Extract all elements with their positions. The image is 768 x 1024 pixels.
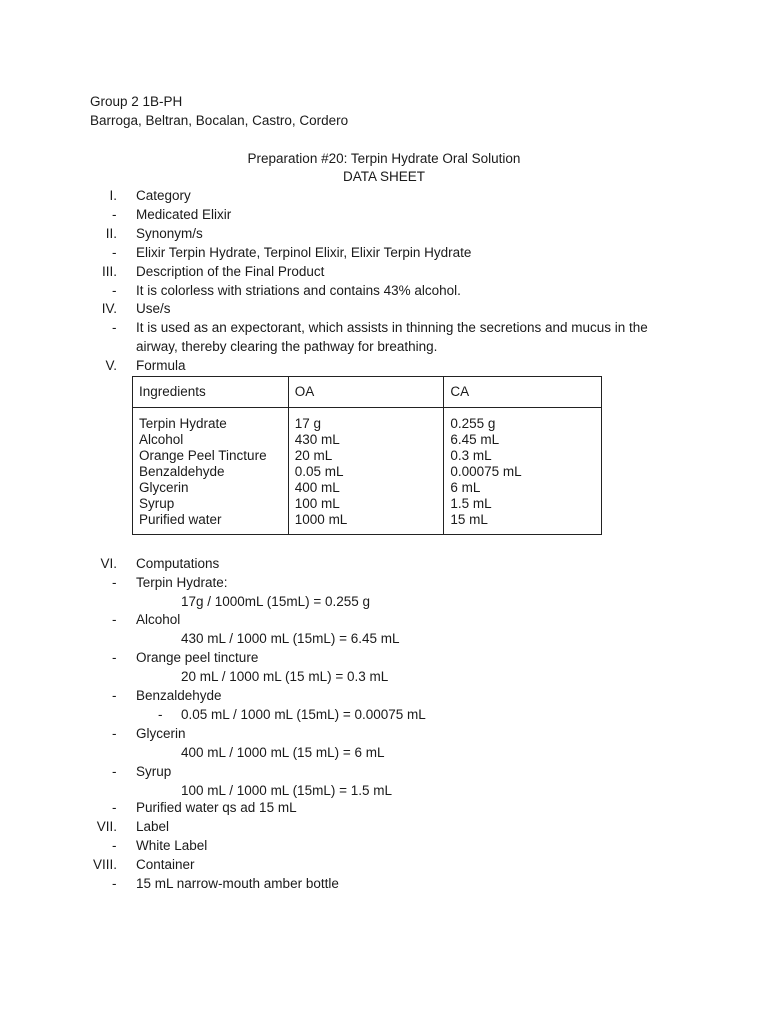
oa-cell: 430 mL: [288, 432, 444, 448]
label-value: White Label: [136, 838, 208, 853]
table-row: [133, 448, 602, 464]
bullet-dash: -: [112, 612, 117, 627]
category-value: Medicated Elixir: [136, 207, 232, 222]
ca-cell: 0.255 g: [444, 408, 602, 433]
section-heading-formula: Formula: [136, 358, 186, 373]
section-number-uses: IV.: [101, 301, 117, 316]
ca-cell: 1.5 mL: [444, 496, 602, 512]
bullet-dash: -: [112, 764, 117, 779]
table-row: [133, 480, 602, 496]
section-heading-container: Container: [136, 857, 195, 872]
description-value: It is colorless with striations and contains 43% alcohol.: [136, 283, 461, 298]
bullet-dash: -: [112, 800, 117, 815]
section-number-category: I.: [109, 188, 117, 203]
uses-value-line-2: airway, thereby clearing the pathway for breathing.: [136, 339, 438, 354]
table-row: [133, 512, 602, 535]
section-heading-description: Description of the Final Product: [136, 264, 325, 279]
oa-cell: 17 g: [288, 408, 444, 433]
table-row: [133, 496, 602, 512]
ca-cell: 0.3 mL: [444, 448, 602, 464]
bullet-dash: -: [112, 207, 117, 222]
section-heading-uses: Use/s: [136, 301, 171, 316]
group-members: Barroga, Beltran, Bocalan, Castro, Cordero: [90, 113, 349, 128]
oa-cell: 0.05 mL: [288, 464, 444, 480]
ingredient-cell: Benzaldehyde: [133, 464, 289, 480]
section-number-formula: V.: [105, 358, 117, 373]
oa-cell: 400 mL: [288, 480, 444, 496]
computation-formula: 0.05 mL / 1000 mL (15mL) = 0.00075 mL: [181, 707, 426, 722]
computation-formula: 17g / 1000mL (15mL) = 0.255 g: [181, 594, 370, 609]
section-number-computations: VI.: [100, 556, 117, 571]
ca-cell: 6 mL: [444, 480, 602, 496]
column-header-ca: CA: [444, 377, 602, 408]
section-heading-computations: Computations: [136, 556, 220, 571]
ingredient-cell: Purified water: [133, 512, 289, 535]
bullet-dash: -: [112, 726, 117, 741]
computation-formula: 400 mL / 1000 mL (15 mL) = 6 mL: [181, 745, 385, 760]
ca-cell: 6.45 mL: [444, 432, 602, 448]
bullet-dash: -: [112, 838, 117, 853]
bullet-dash: -: [112, 575, 117, 590]
section-heading-label: Label: [136, 819, 170, 834]
computation-name: Alcohol: [136, 612, 181, 627]
bullet-dash: -: [112, 245, 117, 260]
uses-value-line-1: It is used as an expectorant, which assists in thinning the secretions and mucus in the: [136, 320, 648, 335]
ca-cell: 15 mL: [444, 512, 602, 535]
section-heading-synonyms: Synonym/s: [136, 226, 203, 241]
computation-name: Orange peel tincture: [136, 650, 259, 665]
bullet-dash: -: [112, 688, 117, 703]
oa-cell: 100 mL: [288, 496, 444, 512]
table-row: [133, 408, 602, 433]
oa-cell: 1000 mL: [288, 512, 444, 535]
container-value: 15 mL narrow-mouth amber bottle: [136, 876, 339, 891]
section-number-description: III.: [101, 264, 117, 279]
table-row: [133, 432, 602, 448]
ingredient-cell: Orange Peel Tincture: [133, 448, 289, 464]
computation-formula: 100 mL / 1000 mL (15mL) = 1.5 mL: [181, 783, 392, 798]
bullet-dash: -: [112, 283, 117, 298]
section-heading-category: Category: [136, 188, 191, 203]
computation-name: Syrup: [136, 764, 172, 779]
ingredient-cell: Syrup: [133, 496, 289, 512]
computation-formula: 430 mL / 1000 mL (15mL) = 6.45 mL: [181, 631, 400, 646]
section-number-label: VII.: [96, 819, 117, 834]
table-header-row: [133, 377, 602, 408]
document-title: Preparation #20: Terpin Hydrate Oral Solution: [247, 151, 521, 166]
computation-formula: 20 mL / 1000 mL (15 mL) = 0.3 mL: [181, 669, 389, 684]
ingredient-cell: Terpin Hydrate: [133, 408, 289, 433]
ingredient-cell: Glycerin: [133, 480, 289, 496]
bullet-dash: -: [112, 876, 117, 891]
computation-name: Terpin Hydrate:: [136, 575, 228, 590]
column-header-oa: OA: [288, 377, 444, 408]
computation-name: Benzaldehyde: [136, 688, 222, 703]
section-number-container: VIII.: [92, 857, 117, 872]
group-name: Group 2 1B-PH: [90, 94, 183, 109]
computation-name: Glycerin: [136, 726, 186, 741]
document-subtitle: DATA SHEET: [342, 169, 425, 184]
ca-cell: 0.00075 mL: [444, 464, 602, 480]
column-header-ingredients: Ingredients: [133, 377, 289, 408]
bullet-dash: -: [158, 707, 163, 722]
table-row: [133, 464, 602, 480]
computation-name: Purified water qs ad 15 mL: [136, 800, 297, 815]
synonyms-value: Elixir Terpin Hydrate, Terpinol Elixir, Elixir Terpin Hydrate: [136, 245, 472, 260]
bullet-dash: -: [112, 320, 117, 335]
formula-table: [132, 376, 602, 535]
oa-cell: 20 mL: [288, 448, 444, 464]
ingredient-cell: Alcohol: [133, 432, 289, 448]
section-number-synonyms: II.: [105, 226, 117, 241]
bullet-dash: -: [112, 650, 117, 665]
